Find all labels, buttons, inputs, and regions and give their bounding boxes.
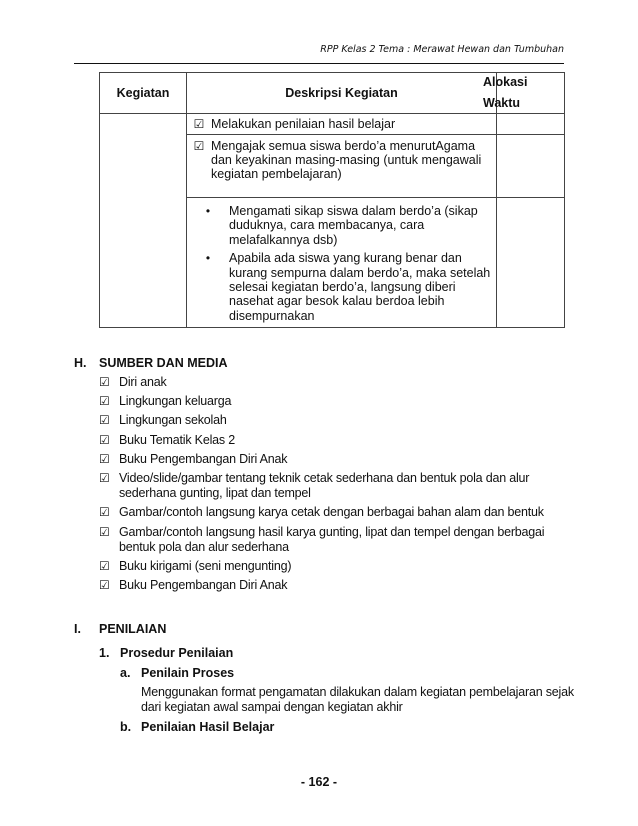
checkbox-icon: ☑ [193, 117, 205, 131]
page-number: - 162 - [300, 775, 338, 789]
kegiatan-cell [100, 114, 187, 328]
alokasi-cell [497, 198, 565, 328]
checkbox-icon: ☑ [99, 578, 110, 593]
subheading-proses: a. Penilain Proses [120, 666, 235, 680]
header-alokasi [483, 73, 565, 114]
list-item: ☑ Lingkungan keluarga [99, 394, 232, 409]
bullet-icon: • [205, 204, 211, 218]
list-item: ☑ Buku Pengembangan Diri Anak [99, 451, 288, 466]
section-penilaian [74, 621, 574, 735]
checkbox-icon: ☑ [99, 524, 110, 539]
section-heading: I. PENILAIAN [74, 622, 167, 636]
list-item: ☑ Diri anak [99, 375, 167, 389]
checkbox-icon: ☑ [193, 139, 205, 153]
kegiatan-table [99, 72, 565, 328]
list-item: ☑ Buku kirigami (seni mengunting) [99, 559, 292, 574]
section-sumber-media [74, 355, 574, 597]
alokasi-cell [497, 114, 565, 135]
checkbox-icon: ☑ [99, 432, 110, 447]
section-heading: H. SUMBER DAN MEDIA [74, 356, 228, 370]
deskripsi-cell [187, 198, 497, 328]
bullet-icon: • [205, 251, 211, 266]
checkbox-icon: ☑ [99, 505, 110, 520]
checkbox-icon: ☑ [99, 375, 110, 389]
checkbox-icon: ☑ [99, 559, 110, 574]
checkbox-icon: ☑ [99, 471, 110, 486]
deskripsi-cell [187, 135, 497, 198]
subheading-prosedur: 1. Prosedur Penilaian [99, 646, 234, 660]
checkbox-icon: ☑ [99, 413, 110, 428]
list-item: ☑ Gambar/contoh langsung hasil karya gunting, lipat dan tempel dengan berbagai bentuk pola dan alur sederhana [99, 524, 545, 554]
paragraph-proses: Menggunakan format pengamatan dilakukan dalam kegiatan pembelajaran sejak dari kegiatan awal sampai dengan kegiatan akhir [141, 685, 574, 714]
header-kegiatan: Kegiatan [100, 73, 187, 114]
table-header-row [100, 73, 565, 114]
list-item: ☑ Buku Tematik Kelas 2 [99, 432, 235, 447]
alokasi-line1: Alokasi [483, 75, 528, 89]
alokasi-cell [497, 135, 565, 198]
checkbox-icon: ☑ [99, 451, 110, 466]
header-deskripsi: Deskripsi Kegiatan [187, 73, 497, 114]
alokasi-line2: Waktu [483, 96, 521, 110]
list-item: ☑ Video/slide/gambar tentang teknik cetak sederhana dan bentuk pola dan alur sederhana gunting, lipat dan tempel [99, 471, 530, 501]
checkbox-icon: ☑ [99, 394, 110, 409]
header-title: RPP Kelas 2 Tema : Merawat Hewan dan Tumbuhan [320, 44, 564, 55]
deskripsi-cell [187, 114, 497, 135]
header-rule [74, 63, 564, 64]
check-item-text: Melakukan penilaian hasil belajar [211, 117, 396, 131]
subheading-hasil-belajar: b. Penilaian Hasil Belajar [120, 720, 275, 734]
list-item: ☑ Buku Pengembangan Diri Anak [99, 578, 288, 593]
check-item-text: Mengajak semua siswa berdo’a menurutAgama dan keyakinan masing-masing (untuk mengawali kegiatan pembelajaran) [211, 139, 482, 181]
bullet-list [187, 204, 496, 323]
list-item: • Mengamati sikap siswa dalam berdo’a (sikap duduknya, cara membacanya, cara melafalkannya dsb) [187, 204, 496, 247]
table-row [100, 114, 565, 135]
list-item: ☑ Lingkungan sekolah [99, 413, 227, 428]
list-item: ☑ Gambar/contoh langsung karya cetak dengan berbagai bahan alam dan bentuk [99, 505, 544, 520]
list-item: • Apabila ada siswa yang kurang benar dan kurang sempurna dalam berdo’a, maka setelah selesai kegiatan berdo’a, langsung diberi nasehat agar besok kalau berdoa lebih disempurnakan [187, 251, 496, 323]
media-list [99, 375, 574, 593]
